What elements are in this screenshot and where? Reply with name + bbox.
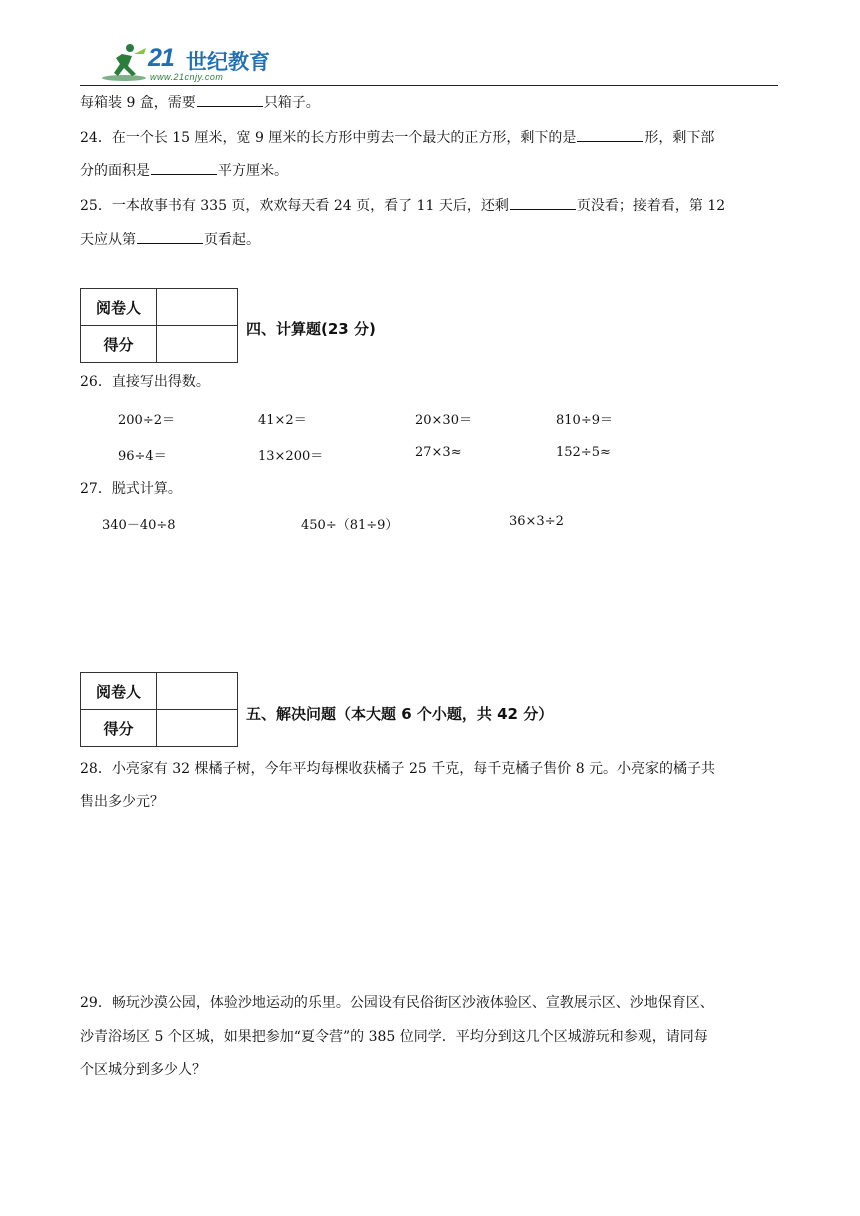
q26-stem: 26．直接写出得数。: [80, 374, 210, 390]
score-table-section4: [80, 288, 238, 363]
q29-line-2: 沙青浴场区 5 个区城，如果把参加“夏令营”的 385 位同学．平均分到这几个区城游玩和参观，请同每: [80, 1029, 708, 1045]
logo-url: www.21cnjy.com: [150, 72, 224, 82]
q23-text-1: 每箱装 9 盒，需要: [80, 95, 196, 111]
header-divider: [80, 85, 778, 86]
q26-expr: 152÷5≈: [556, 445, 611, 460]
q24-text-2a: 分的面积是: [80, 163, 150, 179]
q24-text-2b: 平方厘米。: [218, 163, 288, 179]
q24-text-1b: 形，剩下部: [644, 130, 715, 146]
score-cell[interactable]: [157, 326, 238, 363]
q26-expr: 13×200＝: [258, 449, 324, 464]
q29-line-3: 个区城分到多少人？: [80, 1062, 206, 1078]
runner-logo-icon: [100, 40, 150, 84]
q26-expr: 20×30＝: [415, 413, 472, 428]
q28-line-1: 28．小亮家有 32 棵橘子树，今年平均每棵收获橘子 25 千克，每千克橘子售价 8 元。小亮家的橘子共: [80, 761, 716, 777]
score-label: 得分: [81, 326, 157, 363]
answer-blank[interactable]: [137, 229, 203, 244]
score-table-section5: [80, 672, 238, 747]
q25-text-1b: 页没看；接着看，第 12: [576, 198, 726, 214]
q27-stem: 27．脱式计算。: [80, 481, 182, 497]
reviewer-cell[interactable]: [157, 673, 238, 710]
q25-text-1a: 25．一本故事书有 335 页，欢欢每天看 24 页，看了 11 天后，还剩: [80, 198, 509, 214]
q26-expr: 96÷4＝: [118, 449, 167, 464]
reviewer-label: 阅卷人: [81, 673, 157, 710]
q25-line-2: [80, 229, 260, 250]
q26-expr: 41×2＝: [258, 413, 307, 428]
q26-expr: 27×3≈: [415, 445, 462, 460]
answer-blank[interactable]: [151, 160, 217, 175]
q23-text-2: 只箱子。: [263, 95, 320, 111]
q25-line-1: [80, 195, 725, 216]
q25-text-2b: 页看起。: [204, 232, 260, 248]
q27-expr: 340－40÷8: [102, 518, 176, 533]
site-logo: [100, 40, 280, 84]
answer-blank[interactable]: [197, 92, 263, 107]
q25-text-2a: 天应从第: [80, 232, 136, 248]
logo-brand: 世纪教育: [186, 50, 270, 74]
q27-expr: 450÷（81÷9）: [301, 518, 399, 533]
q24-line-2: [80, 160, 288, 181]
answer-blank[interactable]: [510, 195, 576, 210]
q26-expr: 200÷2＝: [118, 413, 175, 428]
q24-line-1: [80, 127, 714, 148]
q26-expr: 810÷9＝: [556, 413, 613, 428]
score-cell[interactable]: [157, 710, 238, 747]
q28-line-2: 售出多少元？: [80, 794, 164, 810]
q27-expr: 36×3÷2: [509, 514, 564, 529]
score-label: 得分: [81, 710, 157, 747]
q24-text-1a: 24．在一个长 15 厘米，宽 9 厘米的长方形中剪去一个最大的正方形，剩下的是: [80, 130, 577, 146]
answer-blank[interactable]: [577, 127, 643, 142]
q29-line-1: 29．畅玩沙漠公园，体验沙地运动的乐里。公园设有民俗街区沙液体验区、宣教展示区、沙地保育区、: [80, 995, 714, 1011]
logo-number: 21: [148, 44, 174, 72]
q23-tail: [80, 92, 320, 113]
reviewer-label: 阅卷人: [81, 289, 157, 326]
section5-title: 五、解决问题（本大题 6 个小题，共 42 分）: [246, 705, 554, 723]
section4-title: 四、计算题(23 分): [246, 320, 376, 338]
reviewer-cell[interactable]: [157, 289, 238, 326]
